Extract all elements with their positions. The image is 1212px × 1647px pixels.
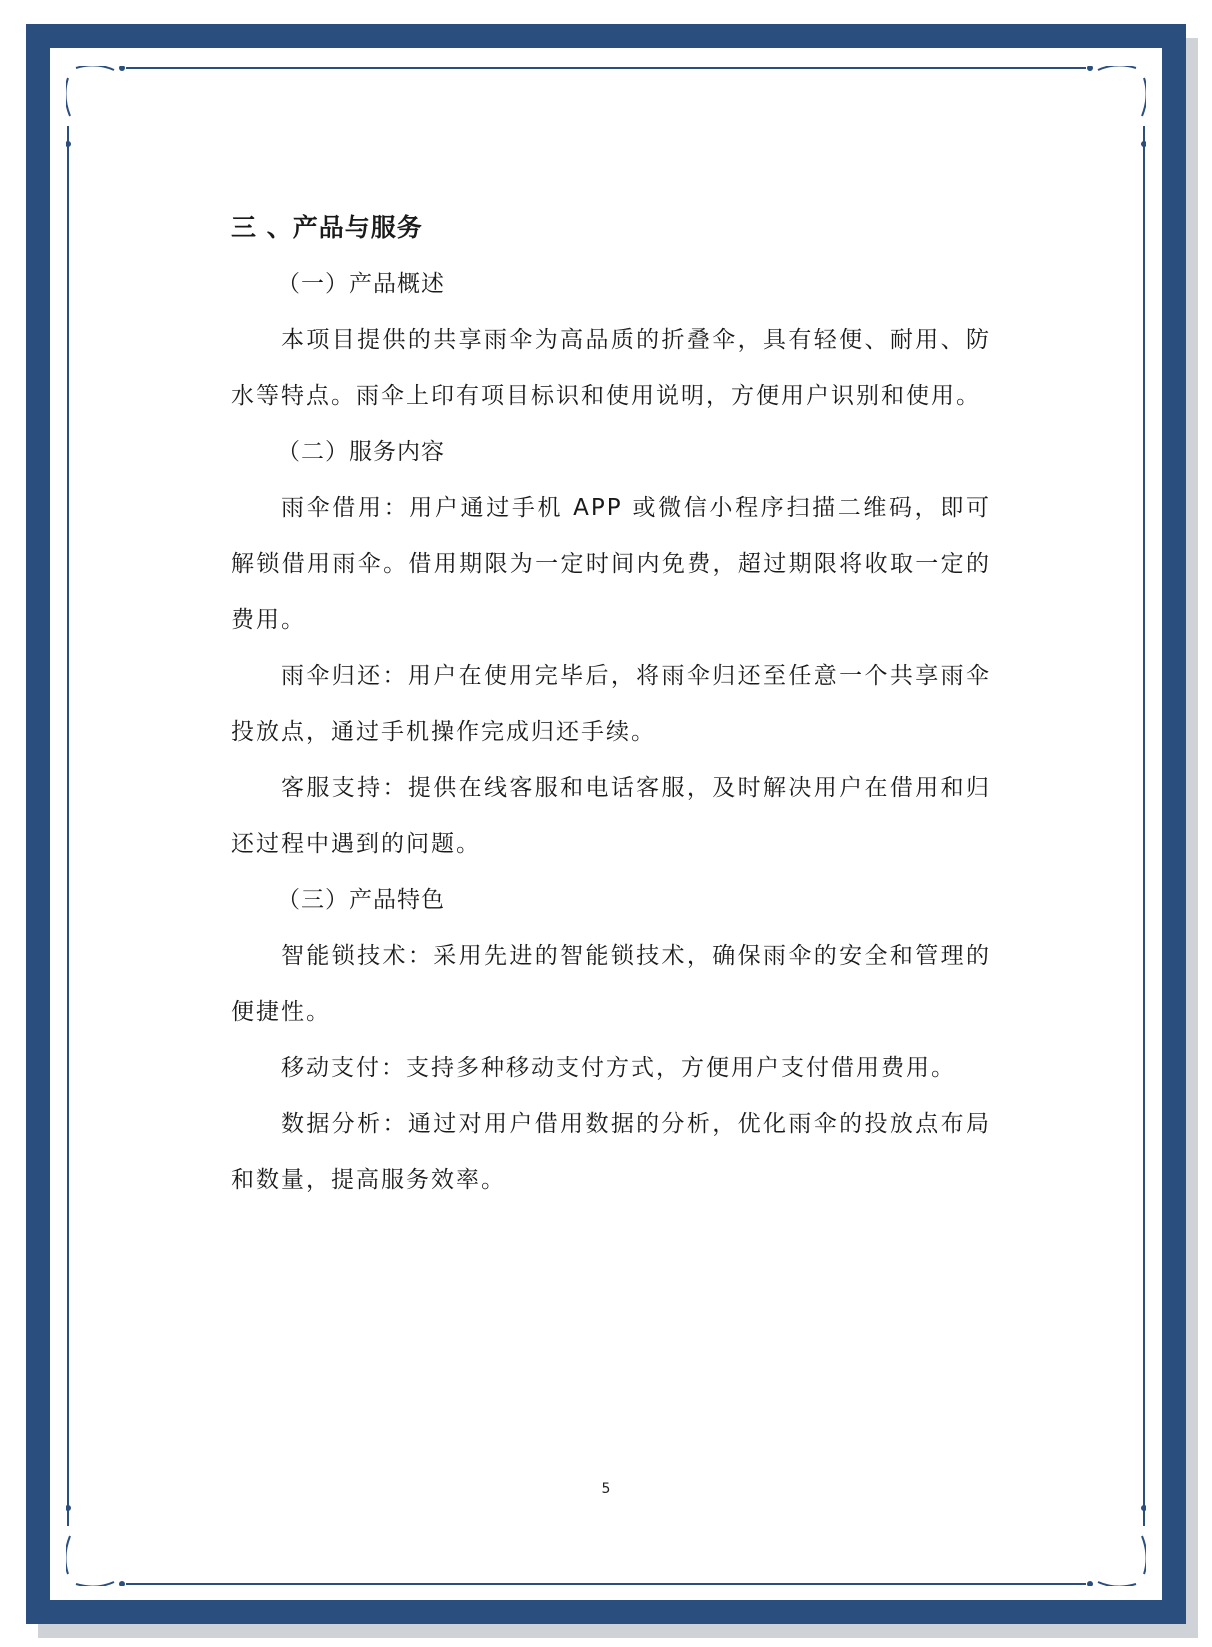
paragraph-mobile-payment: 移动支付：支持多种移动支付方式，方便用户支付借用费用。 bbox=[281, 1055, 956, 1081]
paragraph-umbrella-borrowing: 雨伞借用：用户通过手机 APP 或微信小程序扫描二维码，即可解锁借用雨伞。借用期限为一定时间内免费，超过期限将收取一定的费用。 bbox=[231, 495, 991, 633]
paragraph-customer-support: 客服支持：提供在线客服和电话客服，及时解决用户在借用和归还过程中遇到的问题。 bbox=[231, 775, 991, 857]
subsection-heading-overview: （一）产品概述 bbox=[277, 271, 445, 297]
paragraph-overview: 本项目提供的共享雨伞为高品质的折叠伞，具有轻便、耐用、防水等特点。雨伞上印有项目标识和使用说明，方便用户识别和使用。 bbox=[231, 327, 991, 409]
paragraph-data-analysis: 数据分析：通过对用户借用数据的分析，优化雨伞的投放点布局和数量，提高服务效率。 bbox=[231, 1111, 991, 1193]
document-body bbox=[231, 200, 991, 1208]
section-title: 三 、产品与服务 bbox=[231, 213, 423, 242]
subsection-heading-features: （三）产品特色 bbox=[277, 887, 445, 913]
page-number: 5 bbox=[601, 1481, 611, 1497]
subsection-heading-services: （二）服务内容 bbox=[277, 439, 445, 465]
paragraph-umbrella-return: 雨伞归还：用户在使用完毕后，将雨伞归还至任意一个共享雨伞投放点，通过手机操作完成归还手续。 bbox=[231, 663, 991, 745]
paragraph-smart-lock: 智能锁技术：采用先进的智能锁技术，确保雨伞的安全和管理的便捷性。 bbox=[231, 943, 991, 1025]
